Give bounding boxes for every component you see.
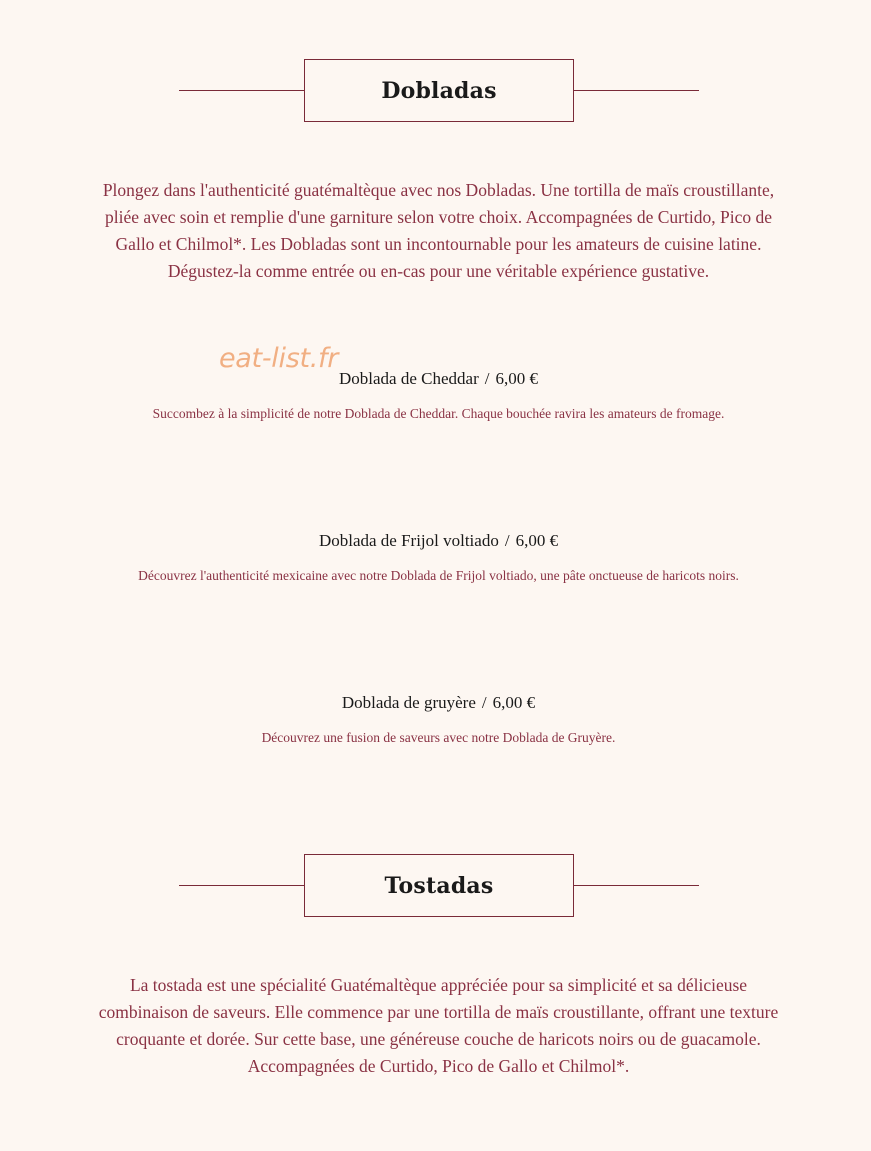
header-rule-right [573, 90, 699, 91]
header-rule-right [573, 885, 699, 886]
menu-item-description: Découvrez l'authenticité mexicaine avec notre Doblada de Frijol voltiado, une pâte onctueuse de haricots noirs. [138, 568, 739, 583]
section-header-tostadas [0, 854, 871, 918]
section-header-dobladas [0, 59, 871, 123]
menu-item-title [60, 530, 817, 552]
menu-item-title [60, 692, 817, 714]
price-separator: / [484, 369, 490, 388]
menu-item-price: 6,00 € [515, 531, 559, 550]
section-title: Dobladas [381, 77, 497, 104]
menu-item [60, 692, 817, 749]
menu-item-price: 6,00 € [495, 369, 538, 388]
menu-item-description: Découvrez une fusion de saveurs avec notre Doblada de Gruyère. [261, 730, 616, 745]
price-separator: / [504, 531, 510, 550]
price-separator: / [481, 693, 487, 712]
menu-item-name: Doblada de Cheddar [339, 369, 479, 388]
menu-item-description: Succombez à la simplicité de notre Doblada de Cheddar. Chaque bouchée ravira les amateurs de fromage. [152, 406, 725, 421]
menu-item [60, 530, 817, 587]
section-intro-dobladas: Plongez dans l'authenticité guatémaltèque avec nos Dobladas. Une tortilla de maïs croustillante, pliée avec soin et remplie d'une garniture selon votre choix. Accompagnées de Curtido, Pico de Gallo et Chilmol*. Les Dobladas sont un incontournable pour les amateurs de cuisine latine. Dégustez-la comme entrée ou en-cas pour une véritable expérience gustative. [102, 180, 775, 281]
section-intro-tostadas: La tostada est une spécialité Guatémaltèque appréciée pour sa simplicité et sa délicieuse combinaison de saveurs. Elle commence par une tortilla de maïs croustillante, offrant une texture croquante et dorée. Sur cette base, une généreuse couche de haricots noirs ou de guacamole. Accompagnées de Curtido, Pico de Gallo et Chilmol*. [98, 975, 779, 1076]
header-rule-left [179, 90, 304, 91]
section-title-box [304, 59, 574, 122]
section-title-box [304, 854, 574, 917]
menu-item-price: 6,00 € [492, 693, 536, 712]
menu-item-name: Doblada de gruyère [341, 693, 476, 712]
section-title: Tostadas [384, 872, 494, 899]
menu-item-title [60, 368, 817, 390]
header-rule-left [179, 885, 304, 886]
watermark-logo: eat-list.fr [219, 343, 339, 374]
menu-item [60, 368, 817, 425]
menu-item-name: Doblada de Frijol voltiado [318, 531, 499, 550]
